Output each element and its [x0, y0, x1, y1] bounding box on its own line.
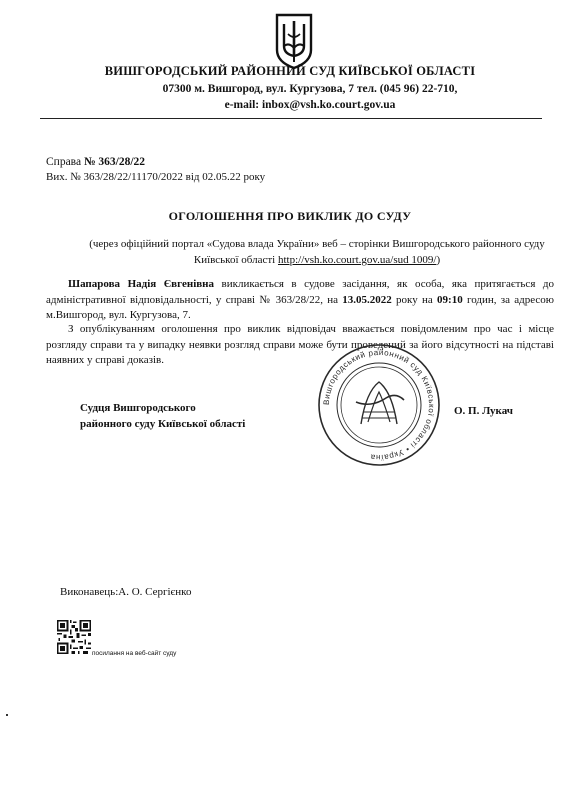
executor-line: Виконавець:А. О. Сергієнко [60, 586, 192, 598]
judge-position-line2: районного суду Київської області [80, 418, 246, 430]
publication-close: ) [436, 254, 441, 266]
judge-position [80, 400, 245, 432]
svg-text:Вишгородський районний суд Киї [322, 348, 436, 462]
outgoing-reference: Вих. № 363/28/22/11170/2022 від 02.05.22 року [46, 171, 266, 183]
summons-text-b: року на [391, 293, 438, 306]
hearing-date: 13.05.2022 [342, 293, 392, 306]
qr-caption: посилання на веб-сайт суду [92, 650, 177, 657]
summons-text-c: годин, за адресою м.Вишгород, вул. Кургузова, 7. [46, 293, 554, 321]
case-number: № 363/28/22 [83, 156, 146, 168]
publication-note [78, 236, 556, 268]
court-website-link[interactable]: http://vsh.ko.court.gov.ua/sud 1009/ [277, 254, 437, 266]
hearing-time: 09:10 [437, 293, 463, 306]
court-seal [316, 342, 442, 468]
case-label: Справа [46, 156, 82, 168]
header-divider [40, 118, 542, 119]
document-title: ОГОЛОШЕННЯ ПРО ВИКЛИК ДО СУДУ [168, 209, 412, 223]
summons-text-a: викликається в судове засідання, як особа, яка притягається до адміністративної відповідальності, у справі № 363/28/22, на [46, 278, 554, 306]
case-number-line [46, 156, 145, 168]
court-email: e-mail: inbox@vsh.ko.court.gov.ua [224, 99, 396, 111]
judge-name: О. П. Лукач [454, 405, 513, 417]
publication-text: (через офіційний портал «Судова влада України» веб – сторінки Вишгородського районного суду Київської області [89, 238, 545, 266]
summoned-person: Шапарова Надія Євгенівна [68, 278, 215, 290]
judge-position-line1: Судця Вишгородського [80, 402, 196, 414]
scan-speck [6, 714, 8, 716]
court-address: 07300 м. Вишгород, вул. Кургузова, 7 тел. (045 96) 22-710, [162, 83, 458, 95]
coat-of-arms-icon [274, 12, 314, 70]
court-name: ВИШГОРОДСЬКИЙ РАЙОННИЙ СУД КИЇВСЬКОЇ ОБЛАСТІ [104, 64, 476, 78]
seal-text: Вишгородський районний суд Київської області • Україна [321, 347, 437, 463]
qr-code-icon[interactable] [57, 620, 91, 654]
summons-paragraph [46, 277, 554, 324]
notice-paragraph: З опублікуванням оголошення про виклик відповідач вважається повідомленим про час і місце розгляду справи та у випадку неявки розгляд справи може бути проведений за його відсутності на підставі наявних у справі доказів. [46, 323, 554, 366]
